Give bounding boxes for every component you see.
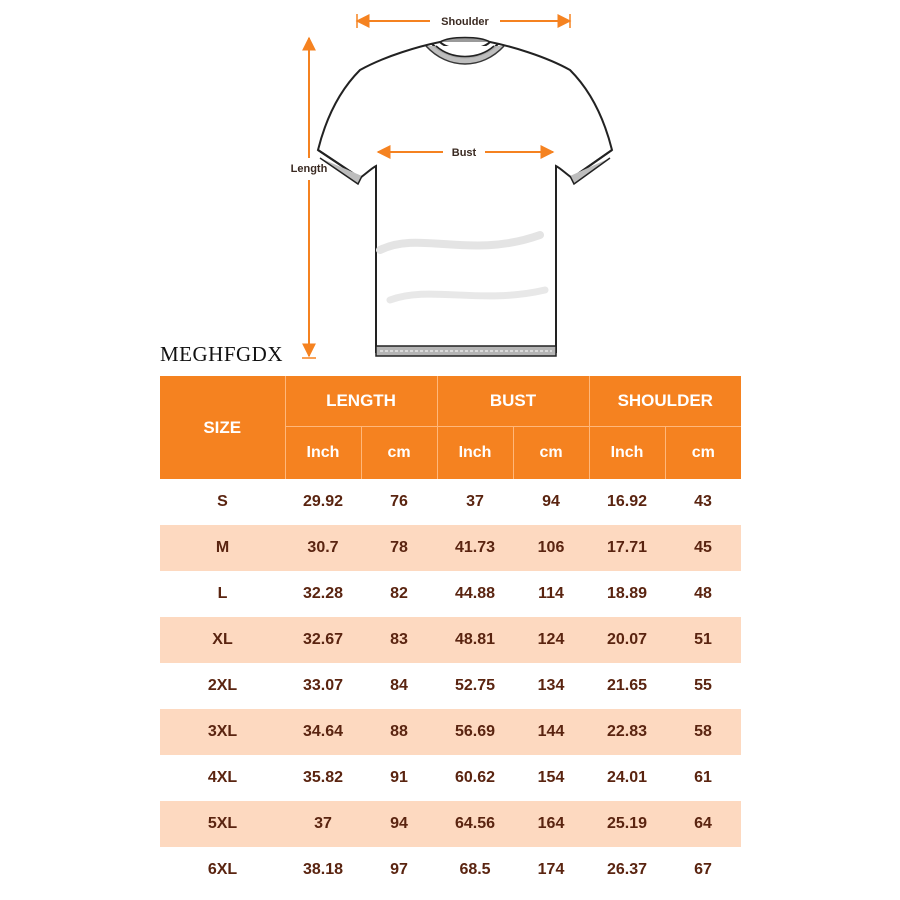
- length-cm-cell: 94: [361, 801, 437, 847]
- shoulder-inch-cell: 18.89: [589, 571, 665, 617]
- bust-inch-cell: 56.69: [437, 709, 513, 755]
- shoulder-cm-cell: 43: [665, 479, 741, 525]
- shoulder-inch-cell: 16.92: [589, 479, 665, 525]
- shoulder-inch-cell: 22.83: [589, 709, 665, 755]
- shoulder-cm-cell: 64: [665, 801, 741, 847]
- size-cell: S: [160, 479, 285, 525]
- length-inch-cell: 38.18: [285, 847, 361, 893]
- table-row: [160, 617, 741, 663]
- bust-cm-cell: 134: [513, 663, 589, 709]
- length-cm-cell: 91: [361, 755, 437, 801]
- length-inch-cell: 32.67: [285, 617, 361, 663]
- shoulder-inch-cell: 20.07: [589, 617, 665, 663]
- size-cell: 4XL: [160, 755, 285, 801]
- bust-cm-cell: 114: [513, 571, 589, 617]
- size-cell: 5XL: [160, 801, 285, 847]
- bust-inch-cell: 60.62: [437, 755, 513, 801]
- length-cm-cell: 82: [361, 571, 437, 617]
- table-row: [160, 663, 741, 709]
- length-inch-cell: 37: [285, 801, 361, 847]
- length-cm-cell: 97: [361, 847, 437, 893]
- table-row: [160, 847, 741, 893]
- shoulder-inch-cell: 24.01: [589, 755, 665, 801]
- size-cell: M: [160, 525, 285, 571]
- shoulder-cm-cell: 55: [665, 663, 741, 709]
- length-label: Length: [290, 163, 328, 175]
- bust-cm-cell: 154: [513, 755, 589, 801]
- length-inch-cell: 34.64: [285, 709, 361, 755]
- length-inch-cell: 33.07: [285, 663, 361, 709]
- shoulder-cm-cell: 48: [665, 571, 741, 617]
- length-inch-cell: 35.82: [285, 755, 361, 801]
- length-inch-cell: 29.92: [285, 479, 361, 525]
- shoulder-inch-cell: 25.19: [589, 801, 665, 847]
- size-chart-body: [160, 479, 741, 893]
- unit-header: cm: [513, 427, 589, 480]
- size-chart-table: [160, 376, 741, 893]
- bust-header: BUST: [437, 376, 589, 427]
- table-row: [160, 479, 741, 525]
- table-row: [160, 525, 741, 571]
- length-inch-cell: 30.7: [285, 525, 361, 571]
- unit-header: Inch: [589, 427, 665, 480]
- shoulder-inch-cell: 17.71: [589, 525, 665, 571]
- shoulder-cm-cell: 45: [665, 525, 741, 571]
- bust-inch-cell: 44.88: [437, 571, 513, 617]
- size-cell: 6XL: [160, 847, 285, 893]
- bust-cm-cell: 106: [513, 525, 589, 571]
- bust-inch-cell: 68.5: [437, 847, 513, 893]
- bust-cm-cell: 164: [513, 801, 589, 847]
- tshirt-measurement-diagram: [0, 0, 900, 370]
- shoulder-inch-cell: 26.37: [589, 847, 665, 893]
- shoulder-cm-cell: 51: [665, 617, 741, 663]
- header-row-groups: [160, 376, 741, 427]
- unit-header: cm: [361, 427, 437, 480]
- table-row: [160, 571, 741, 617]
- unit-header: cm: [665, 427, 741, 480]
- size-header: SIZE: [160, 376, 285, 479]
- bust-cm-cell: 174: [513, 847, 589, 893]
- bust-label: Bust: [451, 147, 477, 159]
- bust-inch-cell: 37: [437, 479, 513, 525]
- brand-name: MEGHFGDX: [160, 342, 284, 366]
- tshirt-illustration: [318, 38, 612, 357]
- length-arrow: [291, 38, 328, 358]
- length-cm-cell: 88: [361, 709, 437, 755]
- size-cell: 2XL: [160, 663, 285, 709]
- unit-header: Inch: [285, 427, 361, 480]
- unit-header: Inch: [437, 427, 513, 480]
- bust-inch-cell: 64.56: [437, 801, 513, 847]
- length-cm-cell: 84: [361, 663, 437, 709]
- size-cell: XL: [160, 617, 285, 663]
- bust-inch-cell: 52.75: [437, 663, 513, 709]
- shoulder-arrow: [357, 14, 570, 28]
- length-cm-cell: 78: [361, 525, 437, 571]
- length-inch-cell: 32.28: [285, 571, 361, 617]
- shoulder-label: Shoulder: [441, 16, 489, 28]
- shoulder-header: SHOULDER: [589, 376, 741, 427]
- shoulder-cm-cell: 67: [665, 847, 741, 893]
- shoulder-cm-cell: 58: [665, 709, 741, 755]
- table-row: [160, 801, 741, 847]
- bust-cm-cell: 144: [513, 709, 589, 755]
- size-cell: L: [160, 571, 285, 617]
- length-cm-cell: 76: [361, 479, 437, 525]
- shoulder-cm-cell: 61: [665, 755, 741, 801]
- table-row: [160, 709, 741, 755]
- bust-cm-cell: 124: [513, 617, 589, 663]
- bust-inch-cell: 41.73: [437, 525, 513, 571]
- table-row: [160, 755, 741, 801]
- length-header: LENGTH: [285, 376, 437, 427]
- bust-cm-cell: 94: [513, 479, 589, 525]
- shoulder-inch-cell: 21.65: [589, 663, 665, 709]
- bust-inch-cell: 48.81: [437, 617, 513, 663]
- size-cell: 3XL: [160, 709, 285, 755]
- length-cm-cell: 83: [361, 617, 437, 663]
